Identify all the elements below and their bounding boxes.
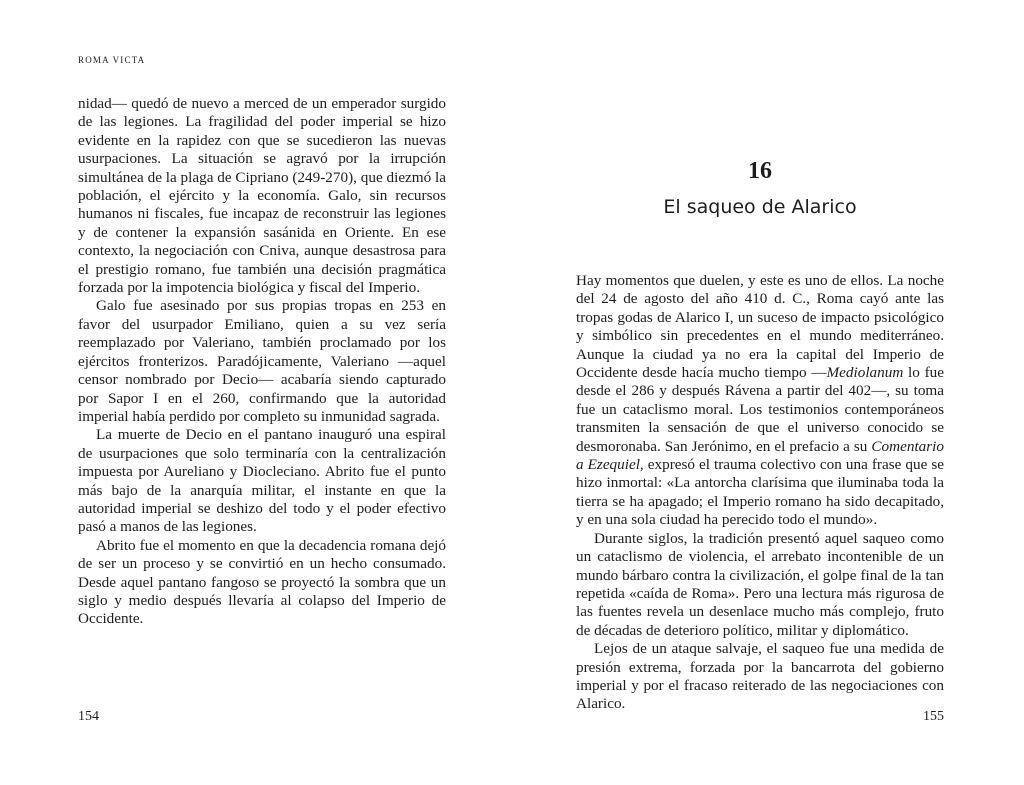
page-number: 154: [78, 709, 99, 724]
running-head: ROMA VICTA: [78, 55, 146, 65]
left-page-body: [78, 95, 446, 629]
chapter-number: 16: [748, 158, 772, 184]
right-page: [512, 0, 1024, 785]
paragraph: Galo fue asesinado por sus propias tropas en 253 en favor del usurpador Emiliano, quien a su vez sería reemplazado por Valeriano, también proclamado por los ejércitos fronterizos. Paradójicamente, Valeriano —aquel censor nombrado por Decio— acabaría siendo capturado por Sapor I en el 260, confirmando que la autoridad imperial había perdido por completo su inmunidad sagrada.: [78, 297, 446, 425]
chapter-title: El saqueo de Alarico: [663, 196, 857, 218]
paragraph: Lejos de un ataque salvaje, el saqueo fue una medida de presión extrema, forzada por la bancarrota del gobierno imperial y por el fracaso reiterado de las negociaciones con Alarico.: [576, 640, 944, 713]
paragraph: nidad— quedó de nuevo a merced de un emperador surgido de las legiones. La fragilidad del poder imperial se hizo evidente en la rapidez con que se sucedieron las nuevas usurpaciones. La situación se agravó por la irrupción simultánea de la plaga de Cipriano (249-270), que diezmó la población, el ejército y la economía. Galo, sin recursos humanos ni fiscales, fue incapaz de reconstruir las legiones y de contener la expansión sasánida en Oriente. En ese contexto, la negociación con Cniva, aunque desastrosa para el prestigio romano, fue también una decisión pragmática forzada por la impotencia biológica y fiscal del Imperio.: [78, 95, 446, 297]
italic-text: Comentario a Ezequiel,: [576, 437, 944, 474]
right-page-body: [576, 272, 944, 714]
paragraph: La muerte de Decio en el pantano inauguró una espiral de usurpaciones que solo terminaría con la centralización impuesta por Aureliano y Diocleciano. Abrito fue el punto más bajo de la anarquía militar, el instante en que la autoridad imperial se deshizo del todo y el poder efectivo pasó a manos de las legiones.: [78, 426, 446, 536]
paragraph: Abrito fue el momento en que la decadencia romana dejó de ser un proceso y se convirtió en un hecho consumado. Desde aquel pantano fangoso se proyectó la sombra que un siglo y medio después llevaría al colapso del Imperio de Occidente.: [78, 536, 446, 628]
italic-text: Mediolanum: [826, 364, 904, 382]
paragraph-text: expresó el trauma colectivo con una frase que se hizo inmortal: «La antorcha clarísima que iluminaba toda la tierra se ha apagado; el Imperio romano ha sido decapitado, y en una sola ciudad ha perecido todo el mundo».: [576, 456, 945, 529]
paragraph: Durante siglos, la tradición presentó aquel saqueo como un cataclismo de violencia, el arrebato incontenible de un mundo bárbaro contra la civilización, el golpe final de la tan repetida «caída de Roma». Pero una lectura más rigurosa de las fuentes revela un desenlace mucho más complejo, fruto de décadas de deterioro político, militar y diplomático.: [576, 529, 944, 639]
paragraph: [576, 272, 944, 530]
paragraph-text: lo fue desde el 286 y después Rávena a partir del 402—, su toma fue un cataclismo moral. Los testimonios contemporáneos transmiten la sensación de que el universo conocido se desmoronaba. San Jerónimo, en el prefacio a su: [576, 364, 944, 455]
page-number: 155: [923, 709, 944, 724]
paragraph-text: Hay momentos que duelen, y este es uno de ellos. La noche del 24 de agosto del año 410 d. C., Roma cayó ante las tropas godas de Alarico I, un suceso de impacto psicológico y simbólico sin precedentes en el mundo mediterráneo. Aunque la ciudad ya no era la capital del Imperio de Occidente desde hacía mucho tiempo —: [576, 272, 944, 382]
